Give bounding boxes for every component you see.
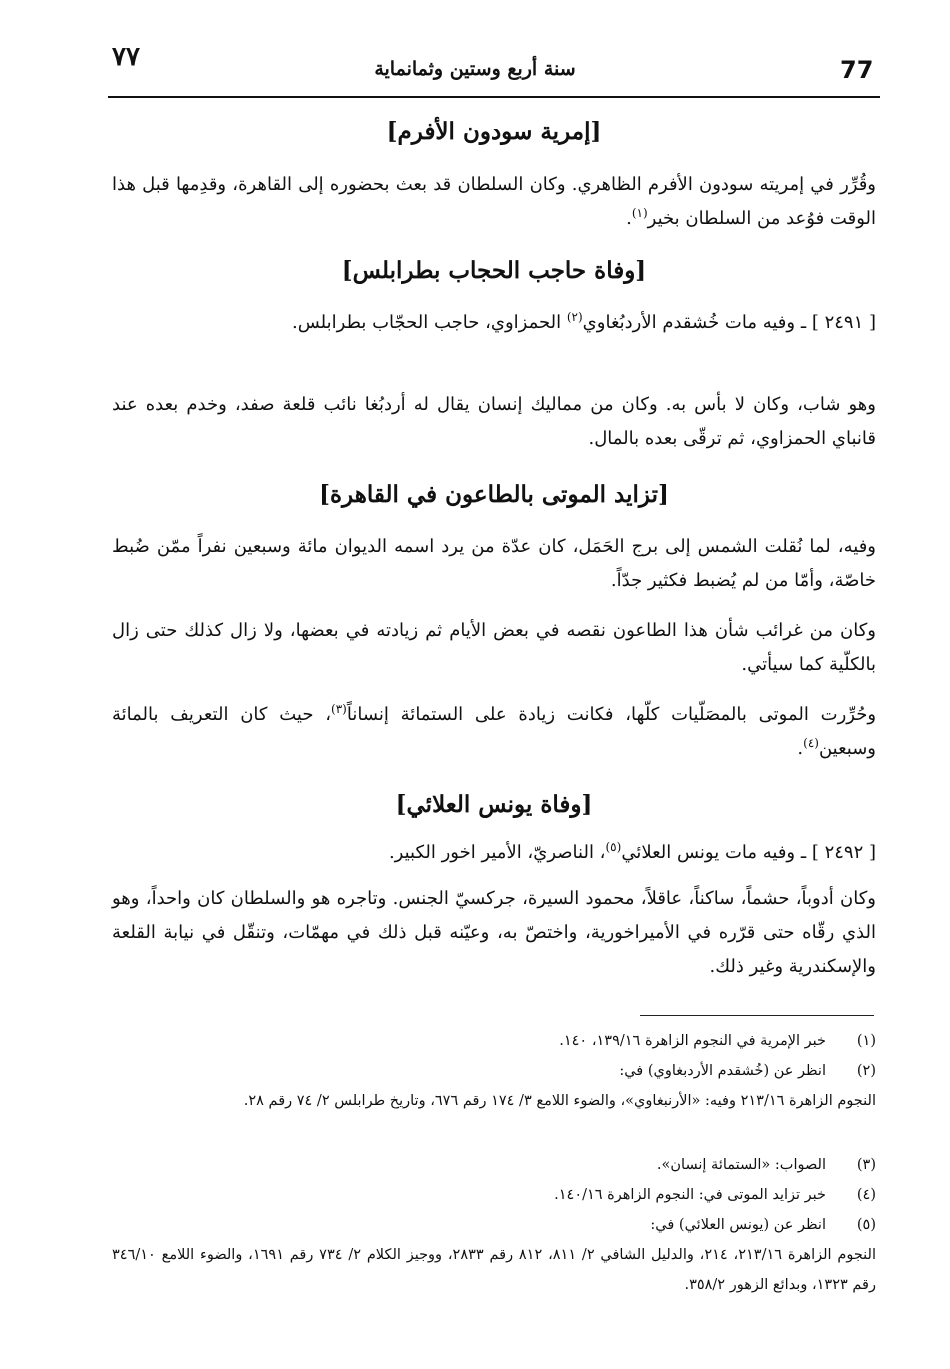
footnote-number: (٢): [856, 1063, 876, 1079]
footnote-4: [112, 1180, 876, 1210]
footnote-ref-1: (١): [631, 206, 648, 220]
footnote-number: (٤): [856, 1187, 876, 1203]
header-rule: [108, 96, 880, 98]
s1-text: وقُرِّر في إمريته سودون الأفرم الظاهري. وكان السلطان قد بعث بحضوره إلى القاهرة، وقدِمها قبل هذا الوقت فوُعد من السلطان بخير: [112, 174, 877, 229]
footnote-5: [112, 1210, 876, 1240]
footnote-5-continuation: النجوم الزاهرة ٢١٣/١٦، ٢١٤، والدليل الشافي ٢/ ٨١١، ٨١٢ رقم ٢٨٣٣، ووجيز الكلام ٢/ ٧٣٤ رقم ١٦٩١، والضوء اللامع ٣٤٦/١٠ رقم ١٣٢٣، وبدائع الزهور ٣٥٨/٢.: [112, 1247, 876, 1293]
footnote-ref-5: (٥): [605, 840, 622, 854]
s3-text-c: .: [797, 738, 804, 759]
s1-end: .: [626, 208, 632, 229]
footnote-2-continuation: النجوم الزاهرة ٢١٣/١٦ وفيه: «الأرنبغاوي»، والضوء اللامع ٣/ ١٧٤ رقم ٦٧٦، وتاريخ طرابلس ٢/ ٧٤ رقم ٢٨.: [243, 1093, 876, 1109]
section-2-paragraph-2: وهو شاب، وكان لا بأس به. وكان من مماليك إنسان يقال له أردبُغا نائب قلعة صفد، وخدم بعده عند قانباي الحمزاوي، ثم ترقّى بعده بالمال.: [112, 394, 876, 449]
section-heading-3: [تزايد الموتى بالطاعون في القاهرة]: [319, 481, 669, 508]
section-3-paragraph-1: وفيه، لما نُقلت الشمس إلى برج الحَمَل، كان عدّة من يرد اسمه الديوان مائة وسبعين نفراً ممّن ضُبط خاصّة، وأمّا من لم يُضبط فكثير جدّاً.: [112, 536, 876, 591]
s4-text-a: [ ٢٤٩٢ ] ـ وفيه مات يونس العلائي: [621, 842, 876, 863]
s3-text-b: ، حيث كان التعريف بالمائة وسبعين: [112, 704, 876, 759]
s3-text-a: وحُرِّرت الموتى بالمصَلّيات كلّها، فكانت زيادة على الستمائة إنساناً: [346, 704, 877, 725]
footnote-text: خبر تزايد الموتى في: النجوم الزاهرة ١٤٠/١٦.: [554, 1187, 826, 1203]
footnote-3: [112, 1150, 876, 1180]
page-number: 77: [840, 56, 874, 84]
section-1-paragraph: [112, 168, 876, 236]
section-3-paragraph-3: [112, 698, 876, 766]
footnote-ref-3: (٣): [331, 702, 347, 716]
footnote-number: (١): [856, 1033, 876, 1049]
footnote-1: [112, 1026, 876, 1056]
page-number-arabic: ٧٧: [112, 42, 140, 72]
footnote-number: (٣): [856, 1157, 876, 1173]
s2-text-b: الحمزاوي، حاجب الحجّاب بطرابلس.: [292, 312, 567, 333]
footnote-text: خبر الإمرية في النجوم الزاهرة ١٣٩/١٦، ١٤٠.: [559, 1033, 826, 1049]
section-heading-2: [وفاة حاجب الحجاب بطرابلس]: [341, 257, 647, 284]
section-heading-1: [إمرية سودون الأفرم]: [386, 118, 602, 145]
footnote-number: (٥): [856, 1217, 876, 1233]
footnote-ref-2: (٢): [566, 310, 583, 324]
footnote-text: انظر عن (خُشقدم الأردبغاوي) في:: [619, 1063, 826, 1079]
footnote-2: [112, 1056, 876, 1086]
footnote-text: الصواب: «الستمائة إنسان».: [656, 1157, 826, 1173]
section-3-paragraph-2: وكان من غرائب شأن هذا الطاعون نقصه في بعض الأيام ثم زيادته في بعضها، ولا زال كذلك حتى زال بالكلّية كما سيأتي.: [112, 620, 876, 675]
footnote-rule: [640, 1015, 874, 1016]
footnote-text: انظر عن (يونس العلائي) في:: [650, 1217, 826, 1233]
s2-text-a: [ ٢٤٩١ ] ـ وفيه مات خُشقدم الأردبُغاوي: [582, 312, 876, 333]
section-4-paragraph-2: وكان أدوباً، حشماً، ساكناً، عاقلاً، محمود السيرة، جركسيّ الجنس. وتاجره هو والسلطان كان واحداً، وهو الذي رقّاه حتى قرّره في الأميراخورية، واختصّ به، وعيّنه قبل ذلك في مهمّات، وتنقّل في نيابة القلعة والإسكندرية وغير ذلك.: [112, 888, 876, 977]
running-title: سنة أربع وستين وثمانماية: [374, 58, 576, 80]
footnote-ref-4: (٤): [803, 736, 819, 750]
section-4-paragraph-1: [112, 836, 876, 870]
section-2-paragraph-1: [112, 306, 876, 340]
section-heading-4: [وفاة يونس العلائي]: [395, 791, 593, 818]
s4-text-b: ، الناصريّ، الأمير اخور الكبير.: [388, 842, 606, 863]
